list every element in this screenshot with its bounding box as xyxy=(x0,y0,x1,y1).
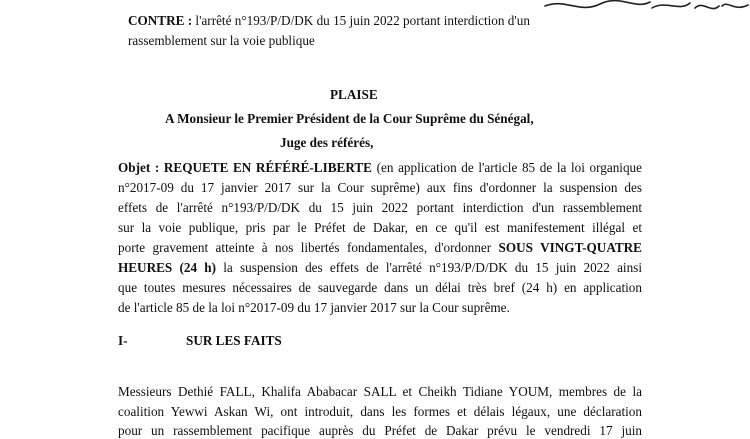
section-title: SUR LES FAITS xyxy=(186,333,282,348)
plaise-address: A Monsieur le Premier Président de la Cour Suprême du Sénégal, xyxy=(165,111,534,126)
objet-line-2: n°2017-09 du 17 janvier 2017 sur la Cour suprême) aux fins d'ordonner la suspension des xyxy=(118,180,642,195)
objet-heading: REQUETE EN RÉFÉRÉ-LIBERTE xyxy=(163,160,372,175)
objet-line-7: que toutes mesures nécessaires de sauvegarde dans un délai très bref (24 h) en application xyxy=(118,280,642,295)
objet-line-8: de l'article 85 de la loi n°2017-09 du 17 janvier 2017 sur la Cour suprême. xyxy=(118,300,510,315)
objet-line-5: porte gravement atteinte à nos libertés fondamentales, d'ordonner SOUS VINGT-QUATRE xyxy=(118,240,642,255)
contre-text: l'arrêté n°193/P/D/DK du 15 juin 2022 portant interdiction d'un xyxy=(195,13,530,28)
section-number: I- xyxy=(118,333,128,348)
objet-line-1: Objet : REQUETE EN RÉFÉRÉ-LIBERTE (en application de l'article 85 de la loi organique xyxy=(118,160,642,175)
contre-line-2: rassemblement sur la voie publique xyxy=(128,33,315,48)
faits-line-1: Messieurs Dethié FALL, Khalifa Ababacar SALL et Cheikh Tidiane YOUM, membres de la xyxy=(118,384,642,399)
objet-line-3: effets de l'arrêté n°193/P/D/DK du 15 juin 2022 portant interdiction d'un rassemblement xyxy=(118,200,642,215)
objet-line-4: sur la voie publique, pris par le Préfet de Dakar, en ce qu'il est manifestement illégal et xyxy=(118,220,642,235)
contre-line-1 xyxy=(128,13,648,29)
faits-line-2: coalition Yewwi Askan Wi, ont introduit, dans les formes et délais légaux, une déclaration xyxy=(118,404,642,419)
plaise-judge: Juge des référés, xyxy=(280,135,374,150)
objet-label: Objet : xyxy=(118,160,160,175)
contre-label: CONTRE : xyxy=(128,13,193,28)
faits-line-3: pour un rassemblement pacifique auprès du Préfet de Dakar prévu le vendredi 17 juin xyxy=(118,423,642,438)
objet-line-6: HEURES (24 h) la suspension des effets de l'arrêté n°193/P/D/DK du 15 juin 2022 ainsi xyxy=(118,260,642,275)
plaise-title: PLAISE xyxy=(330,87,378,102)
